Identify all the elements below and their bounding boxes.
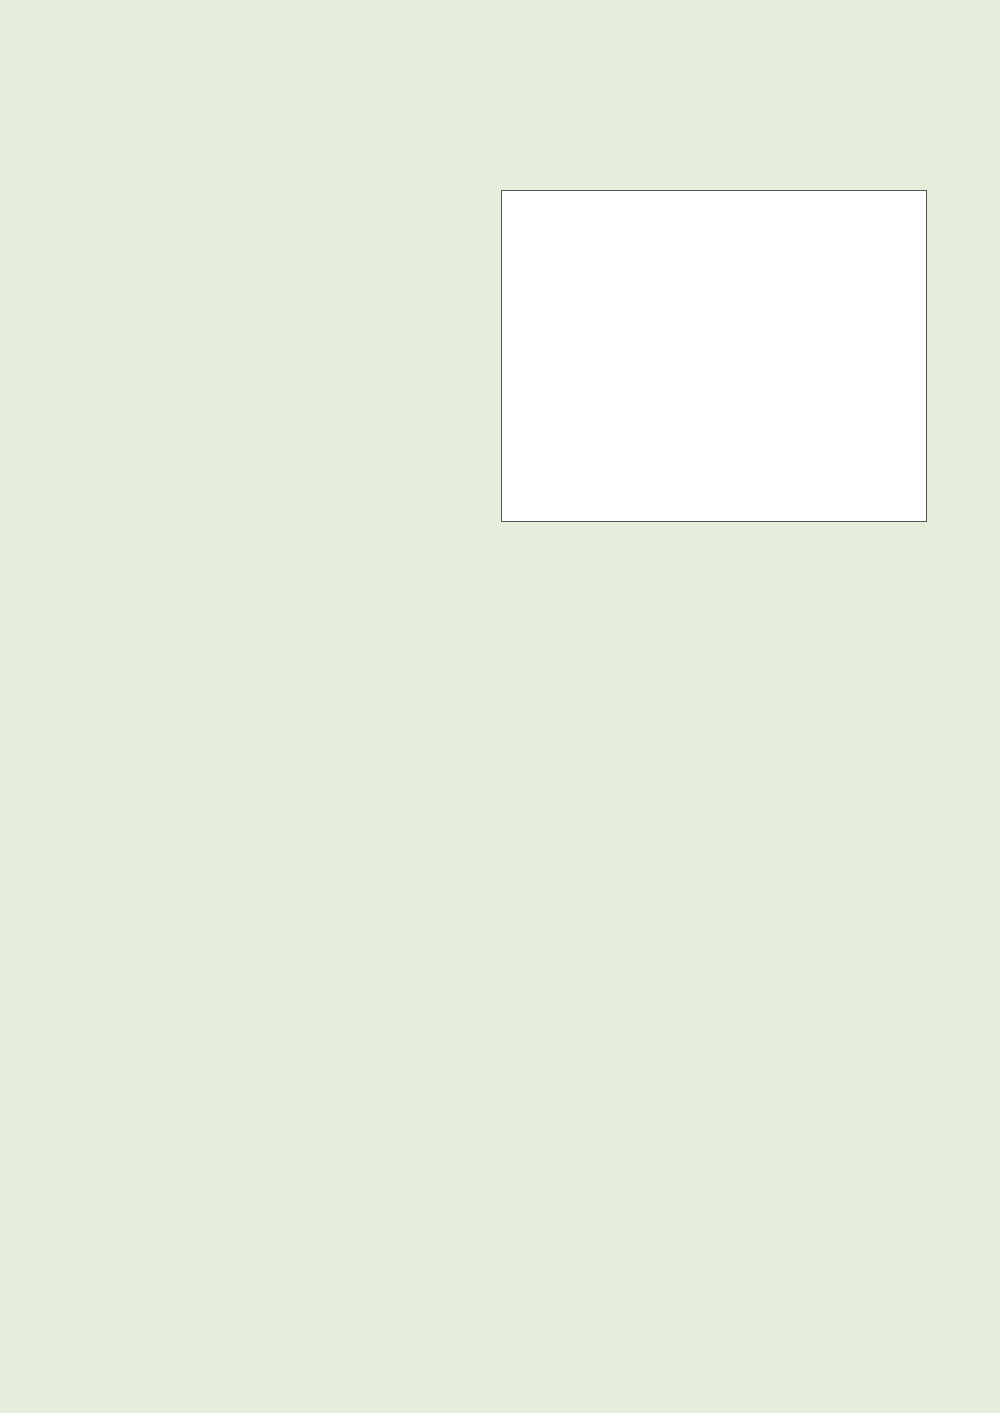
- border-right: [930, 64, 960, 1346]
- border-bottom: [38, 1344, 960, 1374]
- word-box: [501, 190, 927, 522]
- border-left: [38, 64, 68, 1346]
- border-top: [38, 38, 960, 68]
